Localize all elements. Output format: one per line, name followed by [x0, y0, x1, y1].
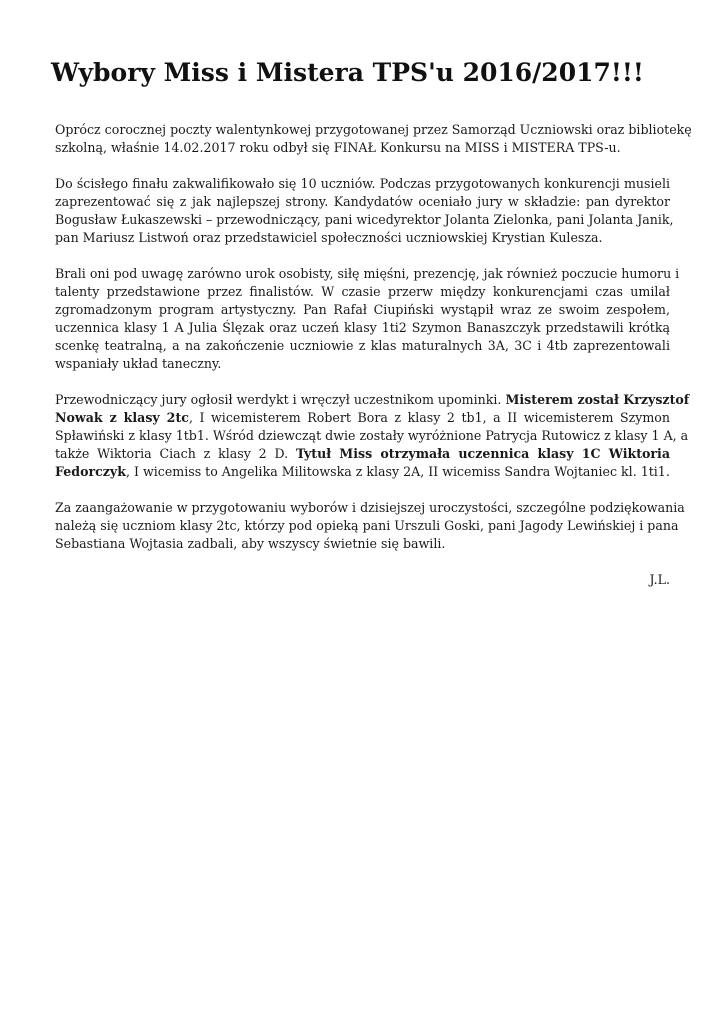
text-line: Spławiński z klasy 1tb1. Wśród dziewcząt dwie zostały wyróżnione Patrycja Rutowicz z klasy 1 A, a [55, 428, 689, 443]
text-line: Sebastiana Wojtasia zadbali, aby wszyscy świetnie się bawili. [55, 536, 446, 551]
text-segment: także Wiktoria Ciach z klasy 2 D. [55, 446, 296, 461]
text-line: talenty przedstawione przez finalistów. W czasie przerw między konkurencjami czas umilał [55, 284, 670, 299]
text-line: Do ścisłego finału zakwalifikowało się 10 uczniów. Podczas przygotowanych konkurencji musieli [55, 176, 670, 191]
text-line: uczennica klasy 1 A Julia Ślęzak oraz uczeń klasy 1ti2 Szymon Banaszczyk przedstawili krótką [55, 320, 670, 335]
bold-miss-surname: Fedorczyk [55, 464, 126, 479]
text-line [55, 445, 670, 463]
paragraph-intro [55, 121, 692, 157]
text-line: pan Mariusz Listwoń oraz przedstawiciel społeczności uczniowskiej Krystian Kulesza. [55, 230, 603, 245]
text-line: scenkę teatralną, a na zakończenie uczniowie z klas maturalnych 3A, 3C i 4tb zaprezentowali [55, 338, 670, 353]
text-line: Brali oni pod uwagę zarówno urok osobisty, siłę mięśni, prezencję, jak również poczucie humoru i [55, 266, 680, 281]
text-line: wspaniały układ taneczny. [55, 356, 222, 371]
article-title: Wybory Miss i Mistera TPS'u 2016/2017!!! [51, 58, 644, 87]
bold-mister-winner: Misterem został Krzysztof [505, 392, 690, 407]
text-segment: Przewodniczący jury ogłosił werdykt i wręczył uczestnikom upominki. [55, 392, 506, 407]
text-segment: , I wicemisterem Robert Bora z klasy 2 tb1, a II wicemisterem Szymon [188, 410, 670, 425]
paragraph-competitions [55, 265, 680, 373]
paragraph-thanks [55, 499, 685, 553]
text-line [55, 391, 690, 409]
text-line: zgromadzonym program artystyczny. Pan Rafał Ciupiński wystąpił wraz ze swoim zespołem, [55, 302, 670, 317]
text-line: Oprócz corocznej poczty walentynkowej przygotowanej przez Samorząd Uczniowski oraz bibliotekę [55, 122, 692, 137]
paragraph-jury [55, 175, 674, 247]
text-line: zaprezentować się z jak najlepszej strony. Kandydatów oceniało jury w składzie: pan dyrektor [55, 194, 670, 209]
text-line [55, 463, 670, 481]
text-line: należą się uczniom klasy 2tc, którzy pod opieką pani Urszuli Goski, pani Jagody Lewińskiej i pana [55, 518, 679, 533]
author-signature: J.L. [649, 572, 670, 587]
bold-mister-class: Nowak z klasy 2tc [55, 410, 189, 425]
text-segment: , I wicemiss to Angelika Militowska z klasy 2A, II wicemiss Sandra Wojtaniec kl. 1ti1. [125, 464, 670, 479]
bold-miss-winner: Tytuł Miss otrzymała uczennica klasy 1C Wiktoria [295, 446, 670, 461]
text-line: szkolną, właśnie 14.02.2017 roku odbył się FINAŁ Konkursu na MISS i MISTERA TPS-u. [55, 140, 621, 155]
paragraph-results [55, 391, 690, 481]
text-line [55, 409, 670, 427]
article-body [55, 121, 692, 589]
text-line: Bogusław Łukaszewski – przewodniczący, pani wicedyrektor Jolanta Zielonka, pani Jolanta Janik, [55, 212, 674, 227]
text-line: Za zaangażowanie w przygotowaniu wyborów i dzisiejszej uroczystości, szczególne podziękowania [55, 500, 685, 515]
